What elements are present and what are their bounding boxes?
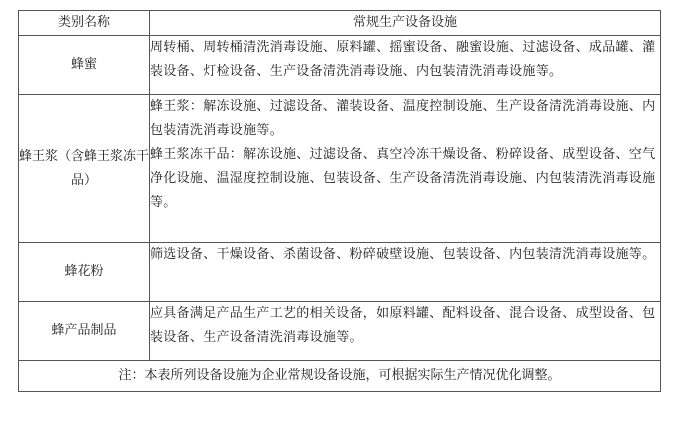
equipment-text: 蜂王浆冻干品：解冻设施、过滤设备、真空冷冻干燥设备、粉碎设备、成型设备、空气净化设施、温湿度控制设施、包装设备、生产设备清洗消毒设施、内包装清洗消毒设施等。 bbox=[150, 147, 656, 210]
header-equipment: 常规生产设备设施 bbox=[150, 11, 661, 36]
table-note: 注：本表所列设备设施为企业常规设备设施，可根据实际生产情况优化调整。 bbox=[19, 361, 661, 392]
table-row bbox=[19, 243, 661, 302]
table-row bbox=[19, 36, 661, 95]
equipment-text: 筛选设备、干燥设备、杀菌设备、粉碎破壁设施、包装设备、内包装清洗消毒设施等。 bbox=[150, 247, 656, 262]
equipment-text: 周转桶、周转桶清洗消毒设施、原料罐、摇蜜设备、融蜜设施、过滤设备、成品罐、灌装设备、灯检设备、生产设备清洗消毒设施、内包装清洗消毒设施等。 bbox=[150, 40, 656, 79]
category-cell: 蜂王浆（含蜂王浆冻干品） bbox=[19, 95, 150, 243]
equipment-table bbox=[18, 10, 661, 392]
category-cell: 蜂产品制品 bbox=[19, 302, 150, 361]
category-cell: 蜂蜜 bbox=[19, 36, 150, 95]
equipment-cell bbox=[150, 36, 661, 95]
table-row bbox=[19, 95, 661, 243]
equipment-text: 蜂王浆：解冻设施、过滤设备、灌装设备、温度控制设施、生产设备清洗消毒设施、内包装清洗消毒设施等。 bbox=[150, 99, 656, 138]
equipment-text: 应具备满足产品生产工艺的相关设备，如原料罐、配料设备、混合设备、成型设备、包装设备、生产设备清洗消毒设施等。 bbox=[150, 306, 656, 345]
header-category-name: 类别名称 bbox=[19, 11, 150, 36]
equipment-cell bbox=[150, 95, 661, 243]
table-header-row bbox=[19, 11, 661, 36]
table-row bbox=[19, 302, 661, 361]
equipment-cell bbox=[150, 302, 661, 361]
equipment-cell bbox=[150, 243, 661, 302]
table-note-row bbox=[19, 361, 661, 392]
category-cell: 蜂花粉 bbox=[19, 243, 150, 302]
